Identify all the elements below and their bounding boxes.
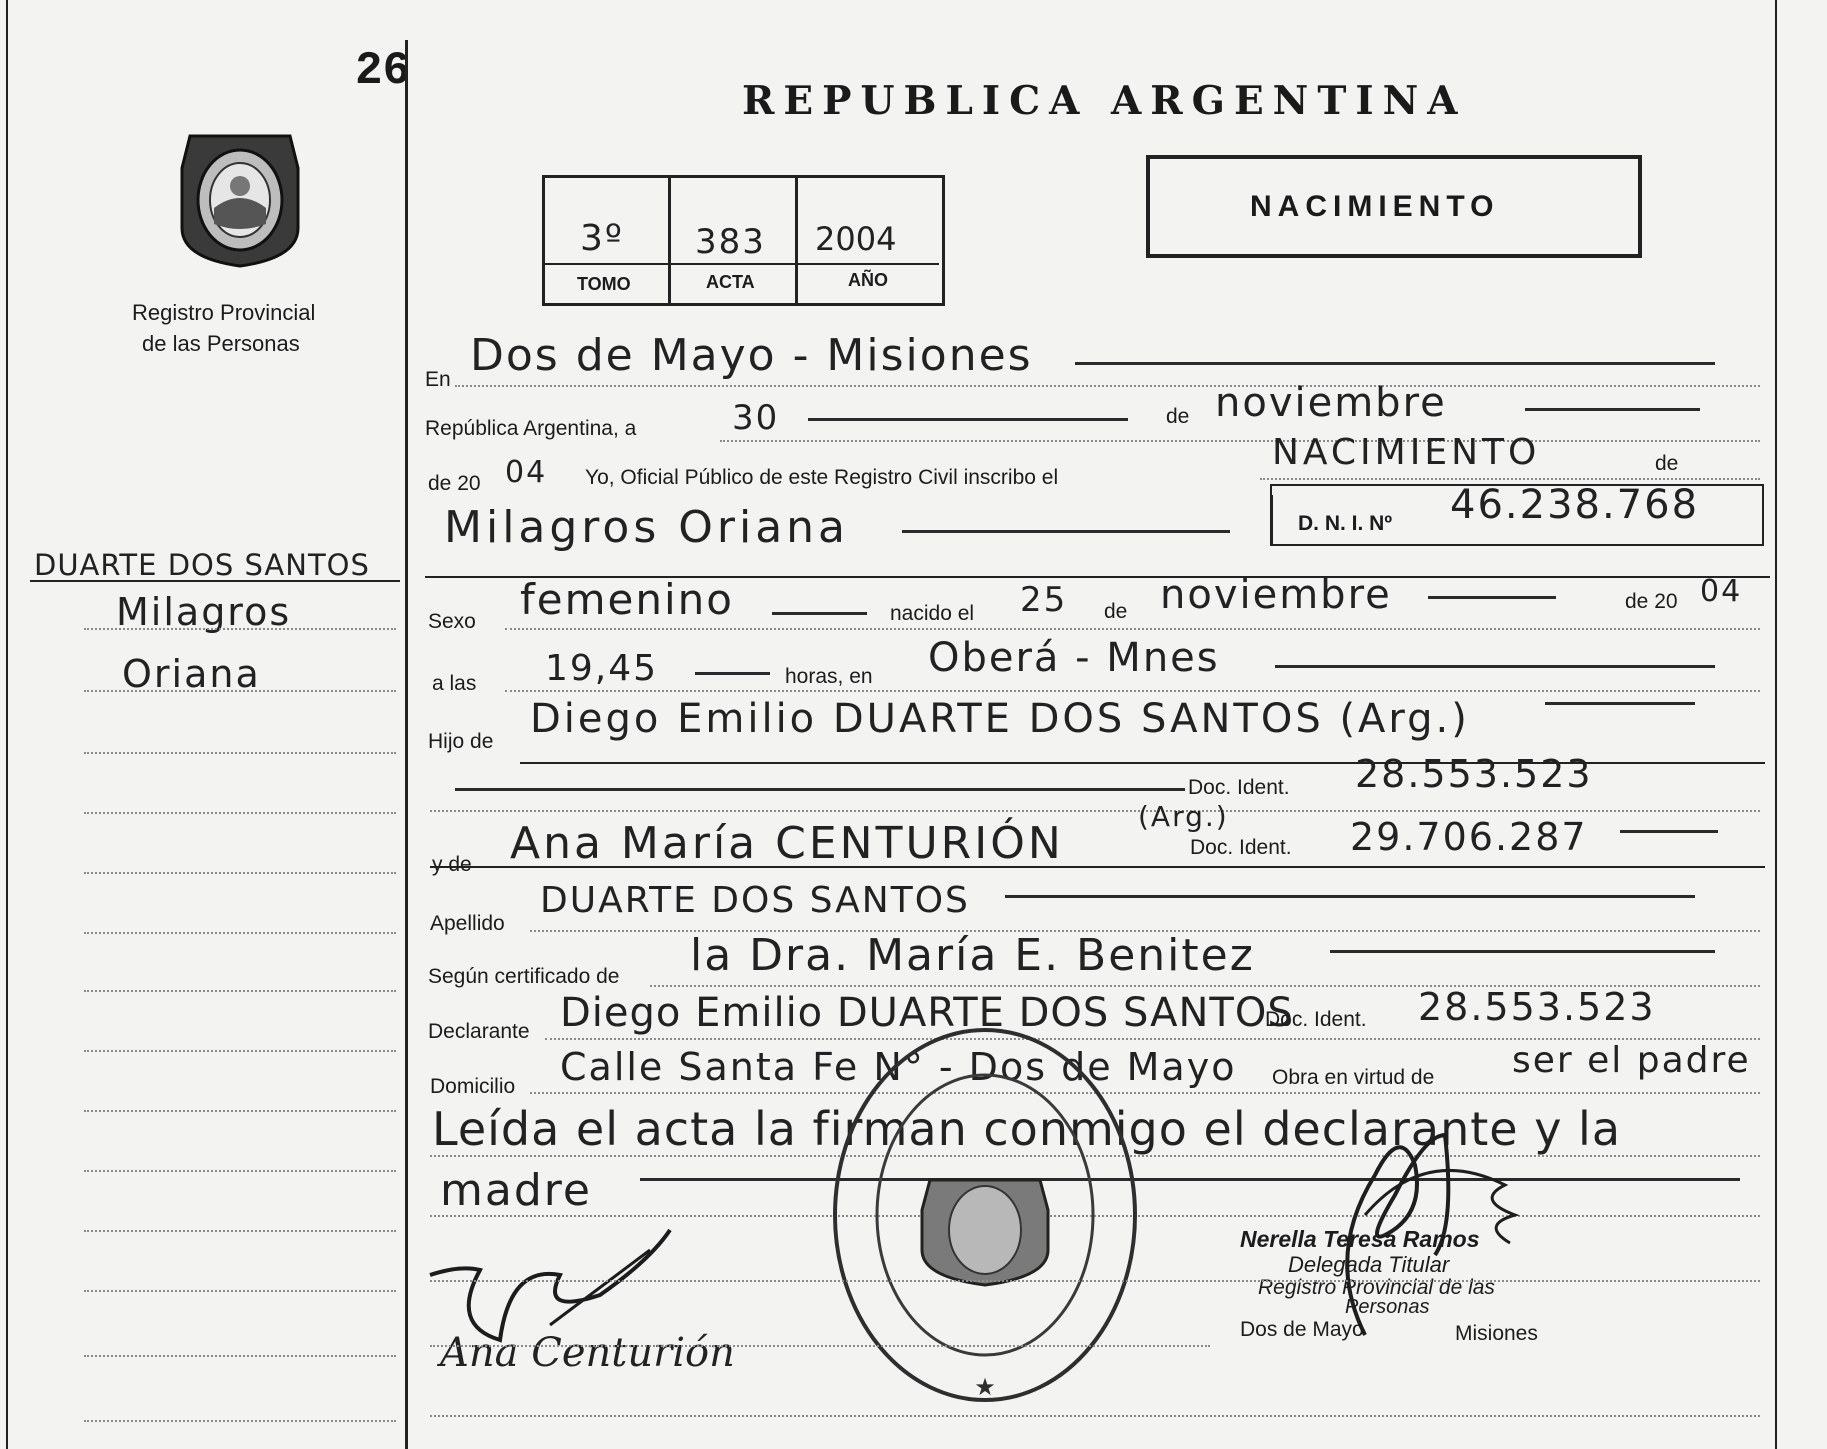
country-title: REPUBLICA ARGENTINA bbox=[742, 78, 1467, 124]
child-name: Milagros Oriana bbox=[444, 502, 850, 553]
margin-line bbox=[84, 1420, 396, 1422]
dni-value: 46.238.768 bbox=[1450, 482, 1700, 528]
en-label: En bbox=[425, 368, 451, 391]
signature-dotted-line bbox=[430, 1280, 1760, 1282]
page-number: 26 bbox=[355, 45, 411, 97]
birth-year-prefix: de 20 bbox=[1625, 590, 1678, 613]
birth-month: noviembre bbox=[1160, 572, 1392, 618]
official-city: Dos de Mayo bbox=[1240, 1318, 1364, 1341]
signature-dotted-line bbox=[430, 1345, 1210, 1347]
month-value: noviembre bbox=[1215, 380, 1447, 426]
dni-label: D. N. I. Nº bbox=[1298, 512, 1393, 535]
mother-fill-line bbox=[1620, 830, 1718, 833]
inscribo-dotted-line bbox=[1260, 478, 1760, 480]
margin-line bbox=[84, 752, 396, 754]
father-fill-line bbox=[1545, 702, 1695, 705]
ano-value: 2004 bbox=[815, 220, 897, 258]
apellido-label: Apellido bbox=[430, 912, 505, 935]
certificado-label: Según certificado de bbox=[428, 965, 620, 988]
sexo-fill-line bbox=[772, 612, 867, 615]
official-title: Delegada Titular bbox=[1288, 1252, 1450, 1277]
father-doc-label: Doc. Ident. bbox=[1188, 776, 1290, 799]
act-type-label: NACIMIENTO bbox=[1250, 190, 1500, 223]
signature-dotted-line bbox=[430, 1415, 1760, 1417]
apellido-fill-line bbox=[1005, 895, 1695, 898]
margin-line bbox=[84, 872, 396, 874]
right-edge-line bbox=[1775, 0, 1777, 1449]
de-label: de bbox=[1166, 405, 1190, 428]
father-value: Diego Emilio DUARTE DOS SANTOS (Arg.) bbox=[530, 696, 1470, 742]
acta-value: 383 bbox=[695, 222, 766, 262]
tomo-label: TOMO bbox=[577, 274, 631, 294]
nacido-label: nacido el bbox=[890, 602, 975, 625]
month-fill-line bbox=[1525, 408, 1700, 411]
tomo-value: 3º bbox=[580, 218, 624, 259]
en-dotted-line bbox=[455, 385, 1760, 387]
inscribo-value: NACIMIENTO bbox=[1272, 432, 1541, 473]
margin-line bbox=[84, 1290, 396, 1292]
place-value: Oberá - Mnes bbox=[928, 635, 1220, 681]
birth-month-fill-line bbox=[1428, 596, 1556, 599]
margin-divider bbox=[405, 40, 408, 1449]
margin-line bbox=[84, 812, 396, 814]
mother-signature-name: Ana Centurión bbox=[440, 1330, 735, 1376]
father-doc-fill-line bbox=[455, 788, 1185, 791]
en-value: Dos de Mayo - Misiones bbox=[470, 330, 1033, 381]
margin-line bbox=[84, 690, 396, 692]
year-prefix: de 20 bbox=[428, 472, 481, 495]
declarante-doc-value: 28.553.523 bbox=[1418, 985, 1656, 1029]
obra-value: ser el padre bbox=[1512, 1040, 1751, 1081]
a-las-dotted-line bbox=[505, 690, 1760, 692]
y-de-label: y de bbox=[432, 853, 472, 876]
hijo-label: Hijo de bbox=[428, 730, 494, 753]
record-divider bbox=[668, 175, 671, 303]
declarante-value: Diego Emilio DUARTE DOS SANTOS bbox=[560, 990, 1294, 1036]
mother-rule bbox=[430, 866, 1765, 868]
ano-label: AÑO bbox=[848, 270, 888, 290]
official-round-stamp-icon bbox=[820, 1015, 1150, 1415]
record-divider bbox=[795, 175, 798, 303]
madre-fill-line bbox=[640, 1178, 1740, 1181]
declarante-label: Declarante bbox=[428, 1020, 530, 1043]
certificado-fill-line bbox=[1330, 950, 1715, 953]
domicilio-label: Domicilio bbox=[430, 1075, 516, 1098]
birth-year-suffix: 04 bbox=[1700, 574, 1743, 609]
hour-value: 19,45 bbox=[545, 648, 659, 689]
margin-surname: DUARTE DOS SANTOS bbox=[34, 548, 370, 582]
sexo-value: femenino bbox=[520, 575, 734, 624]
margin-line bbox=[84, 932, 396, 934]
provincial-seal-icon bbox=[170, 128, 310, 270]
margin-name1: Milagros bbox=[116, 590, 292, 634]
acta-label: ACTA bbox=[706, 272, 755, 292]
republica-dotted-line bbox=[720, 440, 1760, 442]
left-edge-line bbox=[6, 0, 8, 1449]
margin-line bbox=[84, 1110, 396, 1112]
mother-doc-label: Doc. Ident. bbox=[1190, 836, 1292, 859]
margin-line bbox=[84, 1050, 396, 1052]
day-fill-line bbox=[808, 418, 1128, 421]
declarante-doc-label: Doc. Ident. bbox=[1265, 1008, 1367, 1031]
registry-name-line1: Registro Provincial bbox=[132, 300, 316, 325]
domicilio-value: Calle Santa Fe N° - Dos de Mayo bbox=[560, 1045, 1237, 1089]
a-las-label: a las bbox=[432, 672, 477, 695]
mother-doc-value: 29.706.287 bbox=[1350, 815, 1588, 859]
sexo-label: Sexo bbox=[428, 610, 476, 633]
record-label-rule bbox=[545, 263, 939, 265]
svg-text:★: ★ bbox=[974, 1373, 996, 1401]
father-doc-value: 28.553.523 bbox=[1355, 752, 1593, 796]
mother-value: Ana María CENTURIÓN bbox=[510, 818, 1064, 869]
declarant-signature-icon bbox=[420, 1225, 690, 1345]
margin-line bbox=[84, 1170, 396, 1172]
registry-name-line2: de las Personas bbox=[142, 331, 300, 356]
mother-nationality: (Arg.) bbox=[1138, 800, 1229, 833]
father-doc-dotted-line bbox=[430, 810, 1760, 812]
certificado-value: la Dra. María E. Benitez bbox=[690, 930, 1255, 981]
margin-line bbox=[84, 628, 396, 630]
margin-surname-rule bbox=[30, 580, 400, 582]
birth-day: 25 bbox=[1020, 580, 1068, 620]
de-label-3: de bbox=[1104, 600, 1128, 623]
margin-name2: Oriana bbox=[122, 652, 261, 696]
official-office-line1: Registro Provincial de las bbox=[1258, 1276, 1495, 1299]
day-value: 30 bbox=[732, 398, 780, 438]
apellido-value: DUARTE DOS SANTOS bbox=[540, 880, 970, 921]
year-suffix: 04 bbox=[505, 455, 548, 490]
inscribo-label: Yo, Oficial Público de este Registro Civil inscribo el bbox=[585, 466, 1059, 489]
en-fill-line bbox=[1075, 362, 1715, 365]
official-office-line2: Personas bbox=[1345, 1296, 1430, 1318]
madre-value: madre bbox=[440, 1165, 592, 1216]
margin-line bbox=[84, 1230, 396, 1232]
leida-value: Leída el acta la firman conmigo el declarante y la bbox=[432, 1102, 1622, 1156]
sexo-dotted-line bbox=[505, 628, 1760, 630]
official-name: Nerella Teresa Ramos bbox=[1240, 1226, 1480, 1252]
de-label-2: de bbox=[1655, 452, 1679, 475]
margin-line bbox=[84, 1355, 396, 1357]
obra-label: Obra en virtud de bbox=[1272, 1066, 1435, 1089]
place-fill-line bbox=[1275, 665, 1715, 668]
child-fill-line bbox=[902, 530, 1230, 533]
horas-label: horas, en bbox=[785, 665, 873, 688]
hour-fill-line bbox=[695, 672, 770, 675]
official-province: Misiones bbox=[1455, 1322, 1538, 1345]
margin-line bbox=[84, 990, 396, 992]
republica-label: República Argentina, a bbox=[425, 417, 637, 440]
